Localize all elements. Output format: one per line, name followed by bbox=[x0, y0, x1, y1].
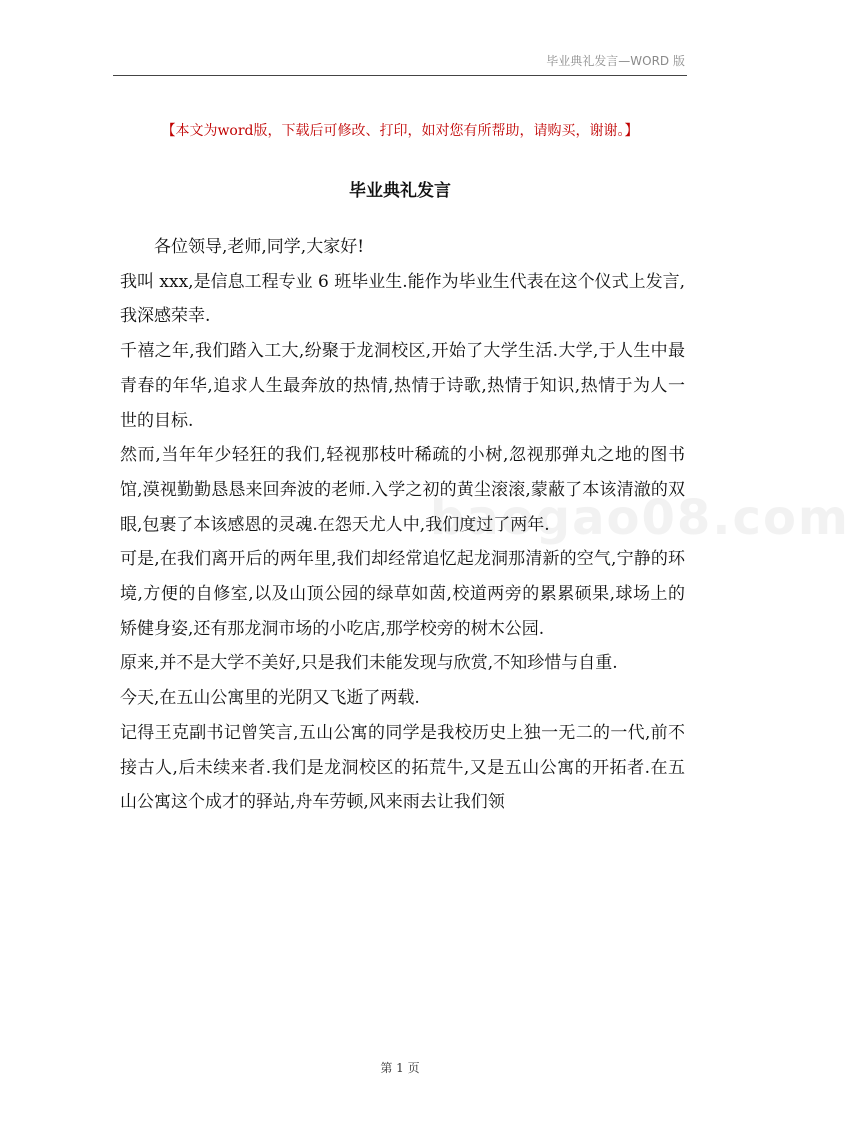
document-title: 毕业典礼发言 bbox=[349, 181, 451, 201]
paragraph: 可是,在我们离开后的两年里,我们却经常追忆起龙洞那清新的空气,宁静的环境,方便的自修室,以及山顶公园的绿草如茵,校道两旁的累累硕果,球场上的矫健身姿,还有那龙洞市场的小吃店,那学校旁的树木公园. bbox=[120, 549, 685, 639]
paragraph: 我叫 xxx,是信息工程专业 6 班毕业生.能作为毕业生代表在这个仪式上发言,我深感荣幸. bbox=[120, 271, 685, 327]
page-number: 第 1 页 bbox=[380, 1061, 420, 1075]
watermark: baogao08.com bbox=[430, 490, 850, 546]
header-divider bbox=[113, 75, 687, 76]
paragraph-greeting: 各位领导,老师,同学,大家好! bbox=[154, 237, 365, 257]
paragraph: 今天,在五山公寓里的光阴又飞逝了两载. bbox=[120, 688, 420, 709]
download-notice: 【本文为word版，下载后可修改、打印，如对您有所帮助，请购买，谢谢。】 bbox=[161, 123, 639, 139]
paragraph: 记得王克副书记曾笑言,五山公寓的同学是我校历史上独一无二的一代,前不接古人,后未续来者.我们是龙洞校区的拓荒牛,又是五山公寓的开拓者.在五山公寓这个成才的驿站,舟车劳顿,风来雨去让我们领 bbox=[120, 722, 685, 813]
running-header: 毕业典礼发言—WORD 版 bbox=[546, 54, 685, 68]
paragraph: 原来,并不是大学不美好,只是我们未能发现与欣赏,不知珍惜与自重. bbox=[120, 653, 618, 674]
paragraph: 然而,当年年少轻狂的我们,轻视那枝叶稀疏的小树,忽视那弹丸之地的图书馆,漠视勤勤恳恳来回奔波的老师.入学之初的黄尘滚滚,蒙蔽了本该清澈的双眼,包裹了本该感恩的灵魂.在怨天尤人中,我们度过了两年. bbox=[120, 445, 685, 535]
paragraph: 千禧之年,我们踏入工大,纷聚于龙洞校区,开始了大学生活.大学,于人生中最青春的年华,追求人生最奔放的热情,热情于诗歌,热情于知识,热情于为人一世的目标. bbox=[120, 341, 685, 431]
document-body bbox=[120, 230, 685, 820]
